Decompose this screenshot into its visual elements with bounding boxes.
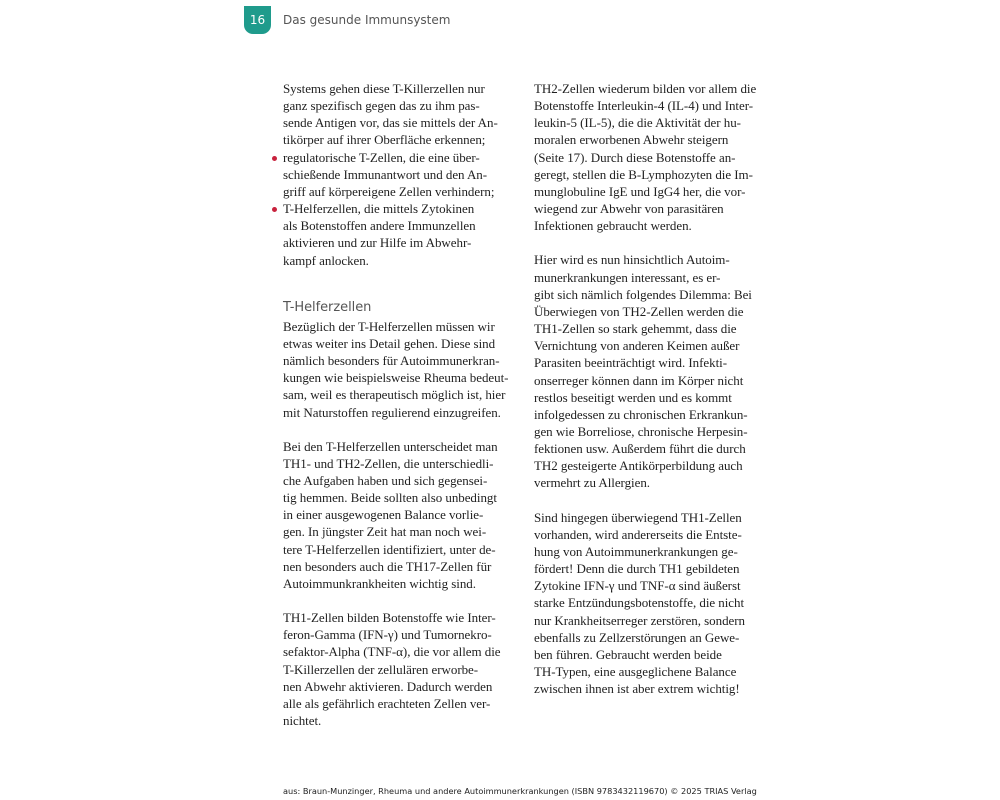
paragraph: TH1-Zellen bilden Botenstoffe wie Inter- feron-Gamma (IFN-γ) und Tumornekro- sefaktor-Alpha (TNF-α), die vor allem die T-Killerzellen der zellulären erworbe- nen Abwehr aktivieren. Dadurch werden alle als gefährlich erachteten Zellen ver- nichtet. bbox=[283, 610, 501, 728]
bullet-list bbox=[283, 149, 515, 269]
running-title: Das gesunde Immunsystem bbox=[283, 13, 451, 27]
bullet-item-regulatory: regulatorische T-Zellen, die eine über- schießende Immunantwort und den An- griff auf körpereigene Zellen verhindern; bbox=[283, 149, 515, 200]
paragraph: Sind hingegen überwiegend TH1-Zellen vorhanden, wird andererseits die Entste- hung von Autoimmunerkrankungen ge- fördert! Denn die durch TH1 gebildeten Zytokine IFN-γ und TNF-α sind äußerst starke Entzündungsbotenstoffe, die nicht nur Krankheitserreger zerstören, sondern ebenfalls zu Zellzerstörungen an Gewe- ben führen. Gebraucht werden beide TH-Typen, eine ausgeglichene Balance zwischen ihnen ist aber extrem wichtig! bbox=[534, 509, 745, 697]
paragraph: TH2-Zellen wiederum bilden vor allem die Botenstoffe Interleukin-4 (IL-4) und Inter- leukin-5 (IL-5), die die Aktivität der hu- moralen erworbenen Abwehr steigern (Seite 17). Durch diese Botenstoffe an- geregt, stellen die B-Lymphozyten die Im- munglobuline IgE und IgG4 her, die vor- wiegend zur Abwehr von parasitären Infektionen gebraucht werden. bbox=[534, 81, 757, 234]
section-heading: T-Helferzellen bbox=[283, 299, 372, 315]
page-number-badge: 16 bbox=[244, 6, 271, 34]
left-column bbox=[283, 80, 515, 729]
footer-citation: aus: Braun-Munzinger, Rheuma und andere Autoimmunerkrankungen (ISBN 9783432119670) © 2025 TRIAS Verlag bbox=[283, 786, 757, 796]
bullet-item-helper: T-Helferzellen, die mittels Zytokinen als Botenstoffen andere Immunzellen aktivieren und zur Hilfe im Abwehr- kampf anlocken. bbox=[283, 200, 515, 269]
intro-text: Systems gehen diese T-Killerzellen nur ganz spezifisch gegen das zu ihm pas- sende Antigen vor, das sie mittels der An- tikörper auf ihrer Oberfläche erkennen; bbox=[283, 81, 498, 148]
paragraph: Hier wird es nun hinsichtlich Autoim- munerkrankungen interessant, es er- gibt sich nämlich folgendes Dilemma: Bei Überwiegen von TH2-Zellen werden die TH1-Zellen so stark gehemmt, dass die Vernichtung von anderen Keimen außer Parasiten beeinträchtigt wird. Infekti- onserreger können dann im Körper nicht restlos beseitigt werden und es kommt infolgedessen zu chronischen Erkrankun- gen wie Borreliose, chronische Herpesin- fektionen usw. Außerdem führt die durch TH2 gesteigerte Antikörperbildung auch vermehrt zu Allergien. bbox=[534, 252, 752, 491]
right-column bbox=[534, 80, 766, 697]
paragraph: Bei den T-Helferzellen unterscheidet man TH1- und TH2-Zellen, die unterschiedli- che Aufgaben haben und sich gegensei- tig hemmen. Beide sollten also unbedingt in einer ausgewogenen Balance vorlie- gen. In jüngster Zeit hat man noch wei- tere T-Helferzellen identifiziert, unter de- nen besonders auch die TH17-Zellen für Autoimmunkrankheiten wichtig sind. bbox=[283, 438, 498, 591]
paragraph: Bezüglich der T-Helferzellen müssen wir etwas weiter ins Detail gehen. Diese sind nämlich besonders für Autoimmunerkran- kungen wie beispielsweise Rheuma bedeut- sam, weil es therapeutisch möglich ist, hier mit Naturstoffen regulierend einzugreifen. bbox=[283, 318, 509, 420]
